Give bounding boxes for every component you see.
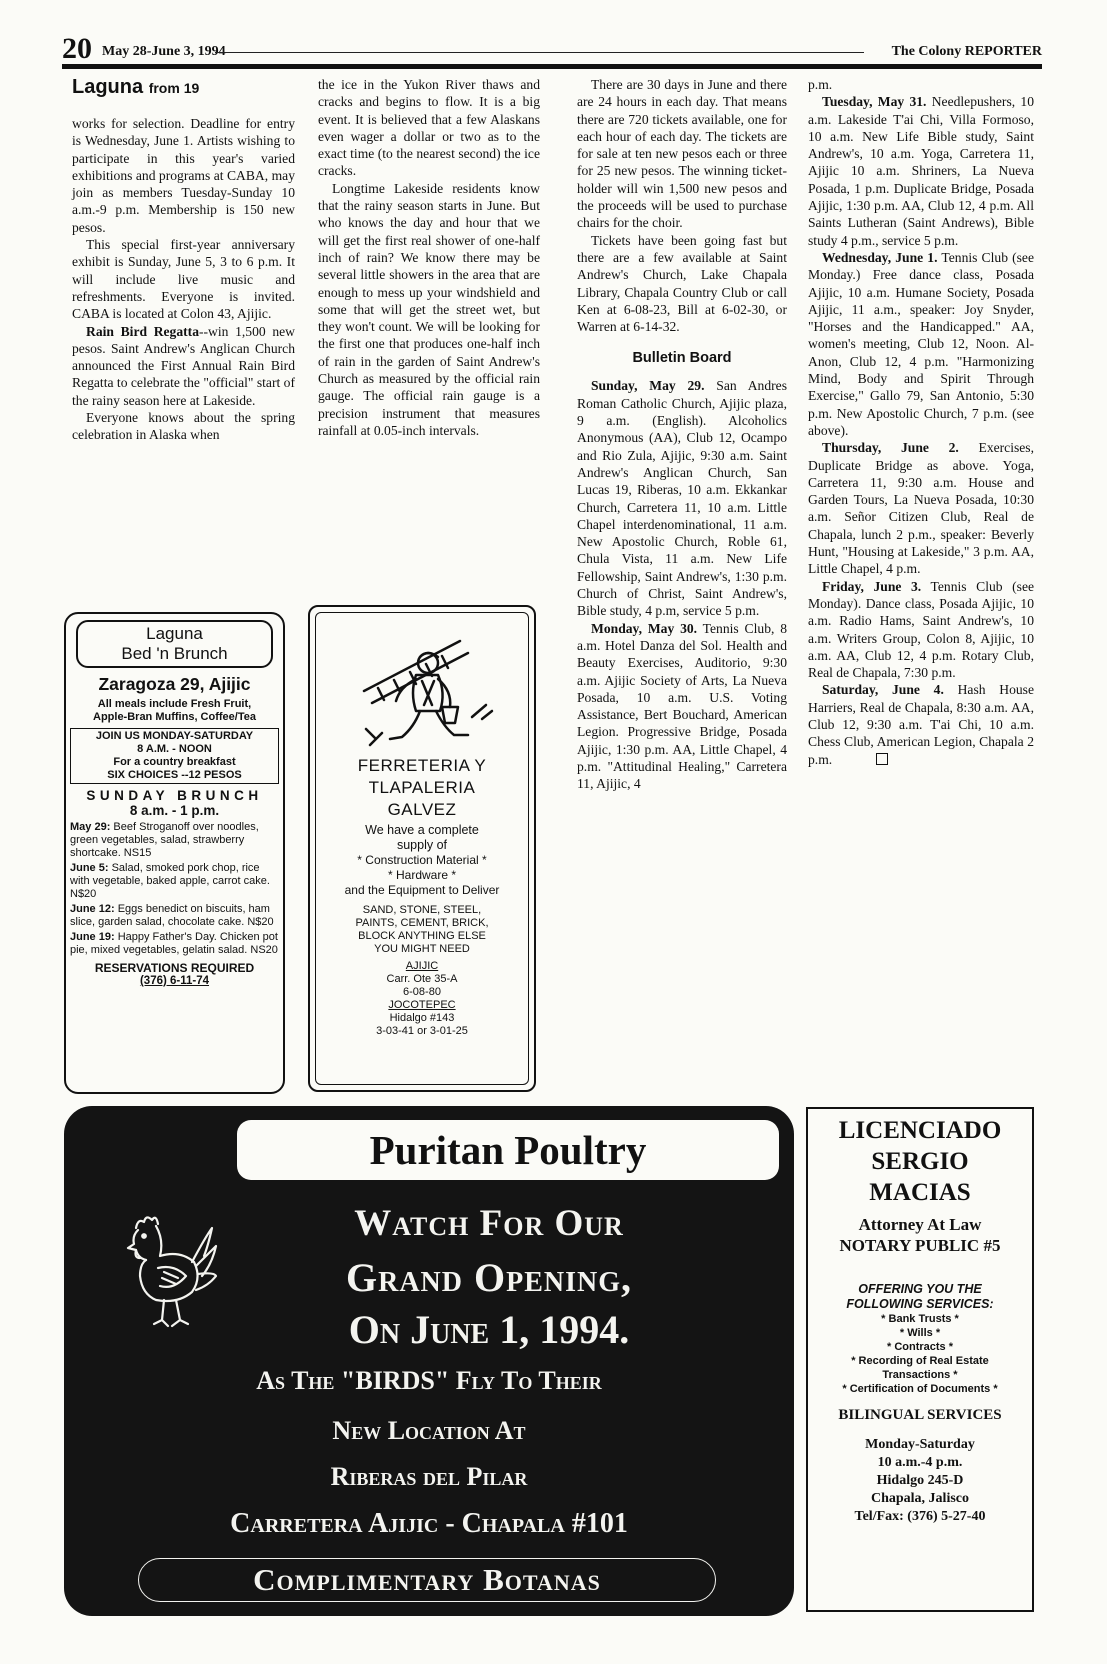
service-item: * Certification of Documents * (842, 1383, 998, 1395)
ad-line: We have a complete (365, 823, 479, 837)
ad-meals-note (70, 698, 279, 724)
menu-text: Salad, smoked pork chop, rice with vegetable, baked apple, carrot cake. N$20 (70, 862, 270, 900)
menu-item (70, 821, 279, 860)
ad-line: JOIN US MONDAY-SATURDAY (95, 730, 254, 742)
paragraph: Everyone knows about the spring celebration in Alaska when (72, 410, 295, 443)
bulletin-board-heading: Bulletin Board (632, 350, 732, 367)
bulletin-text: Tennis Club (see Monday.) Free dance class, Posada Ajijic, 10 a.m. Humane Society, Posada Ajijic, 11 a.m., speaker: Joy Snyder, "Horses and the Handicapped." AA, women's meeting, Club 12, Noon. Al-Anon, Club 12, 4 p.m. "Harmonizing Mind, Body and Spirit Through Exercise," Gallo 79, San Antonio, 5:30 p.m. New Apostolic Church, 7 p.m. (see above). (808, 249, 1034, 438)
ad-hours-address (808, 1436, 1032, 1526)
bulletin-entry (577, 377, 787, 619)
ad-business-name (808, 1115, 1032, 1208)
issue-date: May 28-June 3, 1994 (102, 44, 226, 59)
ad-line: Hidalgo 245-D (876, 1473, 964, 1488)
location-phone: 6-08-80 (403, 986, 441, 998)
ad-menu-list (70, 821, 279, 957)
ad-line: Monday-Saturday (865, 1437, 975, 1452)
ad-line: supply of (396, 838, 448, 852)
ad-line: TLAPALERIA (368, 778, 476, 797)
ad-locations (316, 960, 528, 1038)
bulletin-text: Exercises, Duplicate Bridge as above. Yoga, Carretera 11, 9:30 a.m. House and Garden Tours, La Nueva Posada, 10:30 a.m. Señor Citizen Club, Real de Chapala, lunch 2 p.m., speaker: Beverly Hunt, "Housing at Lakeside," 3 p.m. AA, Little Chapel, 4 p.m. (808, 440, 1034, 577)
menu-date: June 5: (70, 862, 109, 874)
menu-date: May 29: (70, 821, 111, 833)
bulletin-day: Thursday, June 2. (822, 440, 959, 456)
menu-date: June 19: (70, 931, 115, 943)
ad-address: Zaragoza 29, Ajijic (98, 674, 251, 694)
article-column-2 (318, 76, 540, 439)
ad-line: BLOCK ANYTHING ELSE (358, 930, 486, 942)
ad-inner-border (315, 612, 529, 1085)
ad-headline: On June 1, 1994. (348, 1307, 630, 1352)
service-item: Transactions * (882, 1369, 958, 1381)
ad-business-name (316, 755, 528, 821)
ad-brunch-time: 8 a.m. - 1 p.m. (129, 803, 220, 818)
paragraph: Tickets have been going fast but there are a few available at Saint Andrew's Church, Lake Chapala Library, Chapala Country Club or call Ken at 6-08-23, Bill at 6-02-30, or Warren at 6-14-32. (577, 232, 787, 335)
article-column-4 (808, 76, 1034, 768)
ad-title: Laguna (146, 624, 203, 643)
end-mark-icon (876, 753, 888, 765)
menu-item (70, 862, 279, 901)
header-line (215, 52, 864, 53)
licenciado-sergio-macias-ad (806, 1107, 1034, 1612)
puritan-poultry-ad (64, 1106, 794, 1616)
ad-phone: Tel/Fax: (376) 5-27-40 (854, 1509, 986, 1524)
ad-line: NOTARY PUBLIC #5 (839, 1236, 1001, 1255)
ad-line: For a country breakfast (113, 756, 236, 768)
ad-weekday-box (70, 728, 279, 784)
bulletin-text: Tennis Club, 8 a.m. Hotel Danza del Sol. Health and Beauty Exercises, Auditorio, 9:30 a.m. Ajijic Society of Arts, La Nueva Posada, 10 a.m. U.S. Voting Assistance, Bert Bouchard, American Legion. Progressive Bridge, Posada Ajijic, 1:30 p.m. AA, Little Chapel, 4 p.m. "Attitudinal Healing," Carretera 11, Ajijic, 4 (577, 620, 788, 792)
paragraph (72, 323, 295, 409)
ad-product-list (316, 904, 528, 956)
ad-line: SERGIO (871, 1148, 969, 1175)
service-item: * Bank Trusts * (881, 1313, 959, 1325)
ad-services-list (808, 1312, 1032, 1396)
ad-phone: (376) 6-11-74 (139, 975, 210, 987)
location-address: Carr. Ote 35-A (386, 973, 458, 985)
ad-line: GALVEZ (387, 800, 457, 819)
ad-line: OFFERING YOU THE (858, 1282, 982, 1296)
menu-text: Eggs benedict on biscuits, ham slice, garden salad, chocolate cake. N$20 (70, 903, 274, 928)
ad-line: Chapala, Jalisco (870, 1491, 969, 1506)
bulletin-day: Friday, June 3. (822, 578, 922, 594)
ad-bilingual: BILINGUAL SERVICES (838, 1407, 1002, 1423)
ad-title-box (76, 620, 273, 668)
bulletin-text: Needlepushers, 10 a.m. Lakeside T'ai Chi, Villa Formoso, 10 a.m. New Life Bible study, Saint Andrew's, 10 a.m. Yoga, Carretera 11, Ajijic 10 a.m. Shriners, La Nueva Posada, 1 p.m. Duplicate Bridge, Posada Ajijic, 1:30 p.m. AA, Club 12, 4 p.m. All Saints Lutheran (Saint Andrews), Bible study 4 p.m., service 5 p.m. (808, 94, 1034, 248)
service-item: * Wills * (899, 1327, 941, 1339)
ad-botanas-banner: Complimentary Botanas (138, 1558, 716, 1602)
ad-reservations: RESERVATIONS REQUIRED (94, 961, 255, 975)
newspaper-name: The Colony REPORTER (891, 44, 1042, 59)
ad-materials (316, 853, 528, 898)
ad-line: 8 A.M. - NOON (137, 743, 212, 755)
ad-line: and the Equipment to Deliver (344, 883, 500, 897)
menu-text: Beef Stroganoff over noodles, green vegetables, salad, strawberry shortcake. NS15 (70, 821, 259, 859)
location-name: AJIJIC (405, 960, 439, 972)
bulletin-day: Saturday, June 4. (822, 682, 944, 698)
paragraph: Longtime Lakeside residents know that the rainy season starts in June. But who knows the day and hour that we will get the first real shower of one-half inch of rain? We know there may be several little showers in the area that are enough to mess up your windshield and some that will get the street wet, but they won't count. We will be looking for the first one that produces one-half inch of rain in the garden of Saint Andrew's Church as measured by the official rain gauge. The official rain gauge is a precision instrument that measures rainfall at 0.05-inch intervals. (318, 180, 540, 438)
hardware-man-illustration-icon (342, 621, 502, 751)
paragraph: This special first-year anniversary exhibit is Sunday, June 5, 3 to 6 p.m. It will include live music and refreshments. Everyone is invited. CABA is located at Colon 43, Ajijic. (72, 237, 295, 322)
ad-title: Bed 'n Brunch (121, 644, 228, 663)
bulletin-text: Hash House Harriers, Real de Chapala, 8:30 a.m. AA, Club 12, 9:30 a.m. T'ai Chi, 10 a.m. Chess Club, American Legion, Chapala 2 p.m. (808, 682, 1034, 767)
ad-line: FOLLOWING SERVICES: (846, 1297, 994, 1311)
ad-address: Carretera Ajijic - Chapala #101 (230, 1508, 628, 1539)
bulletin-day: Tuesday, May 31. (822, 94, 927, 110)
ad-profession (808, 1214, 1032, 1256)
menu-text: Happy Father's Day. Chicken pot pie, mixed vegetables, gelatin salad. NS20 (70, 931, 278, 956)
ad-line: Apple-Bran Muffins, Coffee/Tea (93, 711, 256, 723)
article-column-1 (72, 76, 295, 444)
ad-services-heading (808, 1282, 1032, 1312)
location-phone: 3-03-41 or 3-01-25 (376, 1025, 468, 1037)
paragraph: p.m. (808, 77, 833, 92)
ad-line: 10 a.m.-4 p.m. (877, 1455, 963, 1470)
ad-line: * Construction Material * (357, 853, 487, 867)
bulletin-entry (808, 439, 1034, 577)
ad-headline: Grand Opening, (345, 1255, 632, 1300)
ad-line: LICENCIADO (838, 1117, 1002, 1144)
article-column-3 (577, 76, 787, 793)
page-number: 20 (62, 32, 92, 65)
continuation-from: from 19 (148, 80, 200, 96)
bulletin-day: Sunday, May 29. (591, 378, 705, 394)
ad-line: FERRETERIA Y (357, 756, 487, 775)
ad-line: As The "BIRDS" Fly To Their (256, 1366, 602, 1395)
bulletin-entry (808, 249, 1034, 439)
ad-line: SIX CHOICES --12 PESOS (107, 769, 242, 781)
service-item: * Recording of Real Estate (851, 1355, 989, 1367)
ad-line: Riberas del Pilar (330, 1462, 528, 1491)
ad-line: YOU MIGHT NEED (374, 943, 470, 955)
menu-item (70, 931, 279, 957)
ad-headline: Watch For Our (354, 1203, 624, 1244)
ad-line: New Location At (332, 1416, 526, 1445)
ad-line: PAINTS, CEMENT, BRICK, (355, 917, 489, 929)
paragraph: There are 30 days in June and there are 24 hours in each day. That means there are 720 tickets available, one for each hour of each day. The tickets are for sale at ten new pesos each or three for 25 new pesos. The winning ticket-holder will win 1,500 new pesos and the proceeds will be used to purchase chairs for the choir. (577, 77, 787, 231)
subhead: Rain Bird Regatta (86, 323, 199, 339)
location-address: Hidalgo #143 (389, 1012, 455, 1024)
location-name: JOCOTEPEC (388, 999, 456, 1011)
laguna-bed-brunch-ad (64, 612, 285, 1094)
bulletin-entry (808, 578, 1034, 682)
menu-date: June 12: (70, 903, 115, 915)
ad-title: Puritan Poultry (237, 1120, 779, 1180)
ad-line: All meals include Fresh Fruit, (97, 698, 252, 710)
bulletin-entry (808, 93, 1034, 249)
bulletin-day: Wednesday, June 1. (822, 249, 938, 265)
ad-line: MACIAS (869, 1179, 971, 1206)
page-header (62, 34, 1042, 64)
continuation-title: Laguna (72, 76, 144, 98)
ad-sunday-brunch: SUNDAY BRUNCH (86, 788, 263, 803)
ad-line: * Hardware * (387, 868, 457, 882)
ad-line: SAND, STONE, STEEL, (362, 904, 482, 916)
ad-supply-text (316, 823, 528, 853)
paragraph-text: --win 1,500 new pesos. Saint Andrew's Anglican Church announced the First Annual Rain Bird Regatta to celebrate the "official" start of the rainy season here at Lakeside. (72, 323, 295, 408)
ferreteria-galvez-ad (308, 605, 536, 1092)
menu-item (70, 903, 279, 929)
paragraph: works for selection. Deadline for entry is Wednesday, June 1. Artists wishing to participate in this year's varied exhibitions and programs at CABA, may join as members Tuesday-Sunday 10 a.m.-9 p.m. Membership is 150 new pesos. (72, 116, 295, 235)
service-item: * Contracts * (886, 1341, 954, 1353)
header-rule (62, 64, 1042, 69)
bulletin-text: San Andres Roman Catholic Church, Ajijic plaza, 9 a.m. (English). Alcoholics Anonymous (AA), Club 12, Ocampo and Rio Zula, Ajijic, 9:30 a.m. Saint Andrew's Anglican Church, San Lucas 19, Riberas, 10 a.m. Ekkankar Church, Carretera 11, 10 a.m. Little Chapel interdenominational, 11 a.m. New Apostolic Church, Roble 61, Chula Vista, 11 a.m. New Life Fellowship, Saint Andrew's, 1:30 p.m. Church of Christ, Saint Andrew's, Bible study, 4 p.m, service 5 p.m. (577, 378, 787, 619)
bulletin-day: Monday, May 30. (591, 620, 698, 636)
bulletin-text: Tennis Club (see Monday). Dance class, Posada Ajijic, 10 a.m. Radio Hams, Saint Andrew's, 10 a.m. Writers Group, Colon 8, Ajijic, 10 a.m. AA, Club 12, 4 p.m. Rotary Club, Real de Chapala, 7:30 p.m. (808, 578, 1035, 681)
ad-line: Attorney At Law (858, 1215, 982, 1234)
paragraph: the ice in the Yukon River thaws and cracks and begins to flow. It is a big event. It is believed that a few Alaskans even wager a dollar or two as to the exact time (to the nearest second) the ice cracks. (318, 77, 540, 179)
bulletin-entry (577, 620, 787, 793)
bulletin-entry (808, 681, 1034, 767)
article-continuation-head (72, 76, 295, 99)
